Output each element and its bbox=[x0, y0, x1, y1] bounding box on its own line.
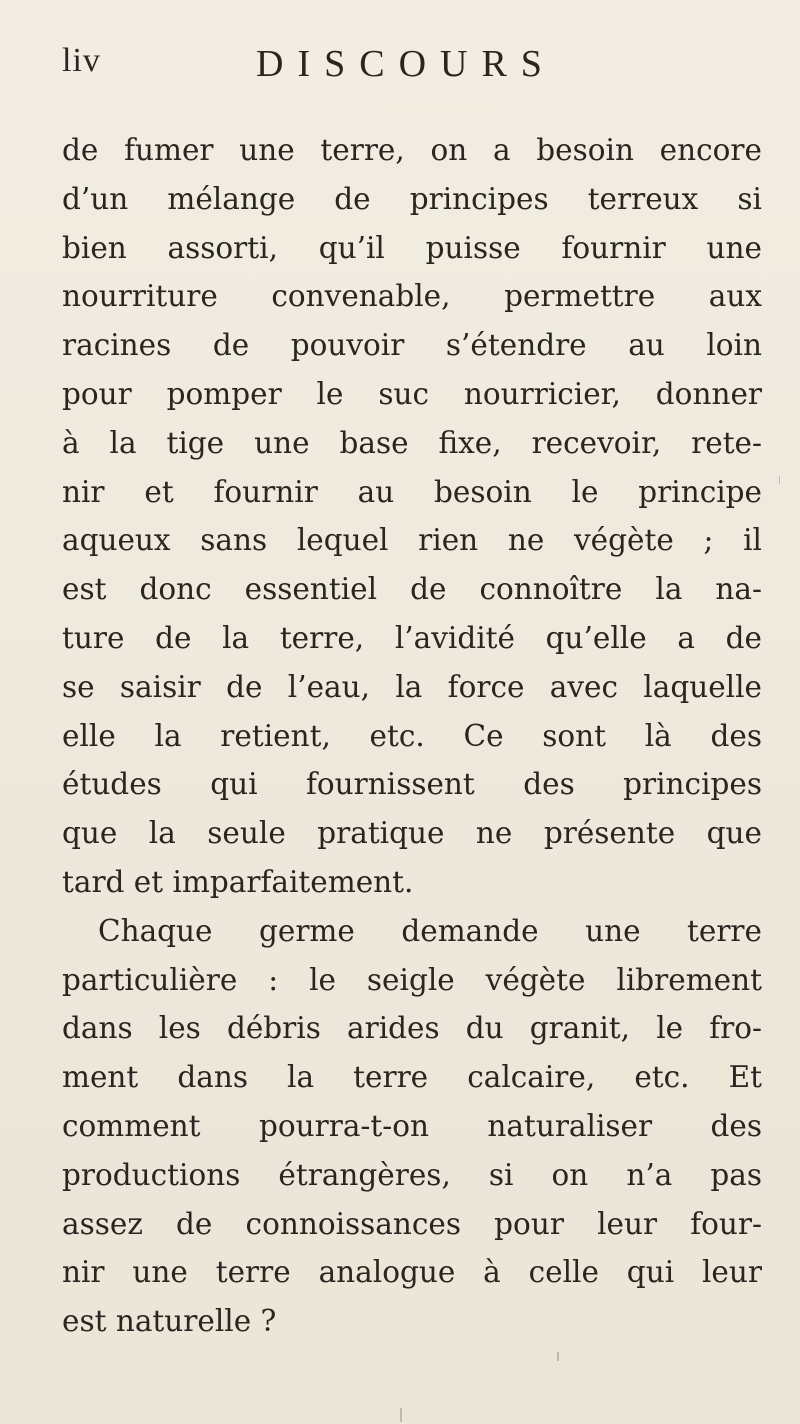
paper-speck bbox=[400, 1408, 402, 1422]
text-line: elle la retient, etc. Ce sont là des bbox=[62, 718, 762, 753]
text-line: études qui fournissent des principes bbox=[62, 767, 762, 802]
text-line: à la tige une base fixe, recevoir, rete- bbox=[62, 425, 762, 460]
text-line: nir une terre analogue à celle qui leur bbox=[62, 1255, 762, 1290]
text-line: productions étrangères, si on n’a pas bbox=[62, 1157, 762, 1192]
text-line: nourriture convenable, permettre aux bbox=[62, 279, 762, 314]
paragraph-start-line: Chaque germe demande une terre bbox=[98, 913, 762, 948]
body-text bbox=[62, 126, 762, 1346]
text-line: racines de pouvoir s’étendre au loin bbox=[62, 328, 762, 363]
text-line: ment dans la terre calcaire, etc. Et bbox=[62, 1060, 762, 1095]
text-line: se saisir de l’eau, la force avec laquelle bbox=[62, 669, 762, 704]
text-line: dans les débris arides du granit, le fro- bbox=[62, 1011, 762, 1046]
text-line: particulière : le seigle végète librement bbox=[62, 962, 762, 997]
text-line: d’un mélange de principes terreux si bbox=[62, 181, 762, 216]
text-line: nir et fournir au besoin le principe bbox=[62, 474, 762, 509]
running-title: DISCOURS bbox=[256, 43, 556, 85]
paragraph-end-line: tard et imparfaitement. bbox=[62, 864, 414, 899]
text-line: de fumer une terre, on a besoin encore bbox=[62, 133, 762, 167]
paper-speck bbox=[557, 1352, 559, 1361]
paragraph-end-line: est naturelle ? bbox=[62, 1304, 277, 1339]
text-line: aqueux sans lequel rien ne végète ; il bbox=[62, 523, 762, 558]
text-line: assez de connoissances pour leur four- bbox=[62, 1206, 762, 1241]
text-line: pour pomper le suc nourricier, donner bbox=[62, 376, 762, 411]
text-line: ture de la terre, l’avidité qu’elle a de bbox=[62, 620, 762, 655]
text-line: est donc essentiel de connoître la na- bbox=[62, 572, 762, 607]
text-line: que la seule pratique ne présente que bbox=[62, 816, 762, 851]
text-line: comment pourra-t-on naturaliser des bbox=[62, 1108, 762, 1143]
text-line: bien assorti, qu’il puisse fournir une bbox=[62, 230, 762, 265]
page-header bbox=[62, 42, 752, 102]
page-number: liv bbox=[62, 42, 101, 79]
paper-speck bbox=[779, 476, 780, 484]
